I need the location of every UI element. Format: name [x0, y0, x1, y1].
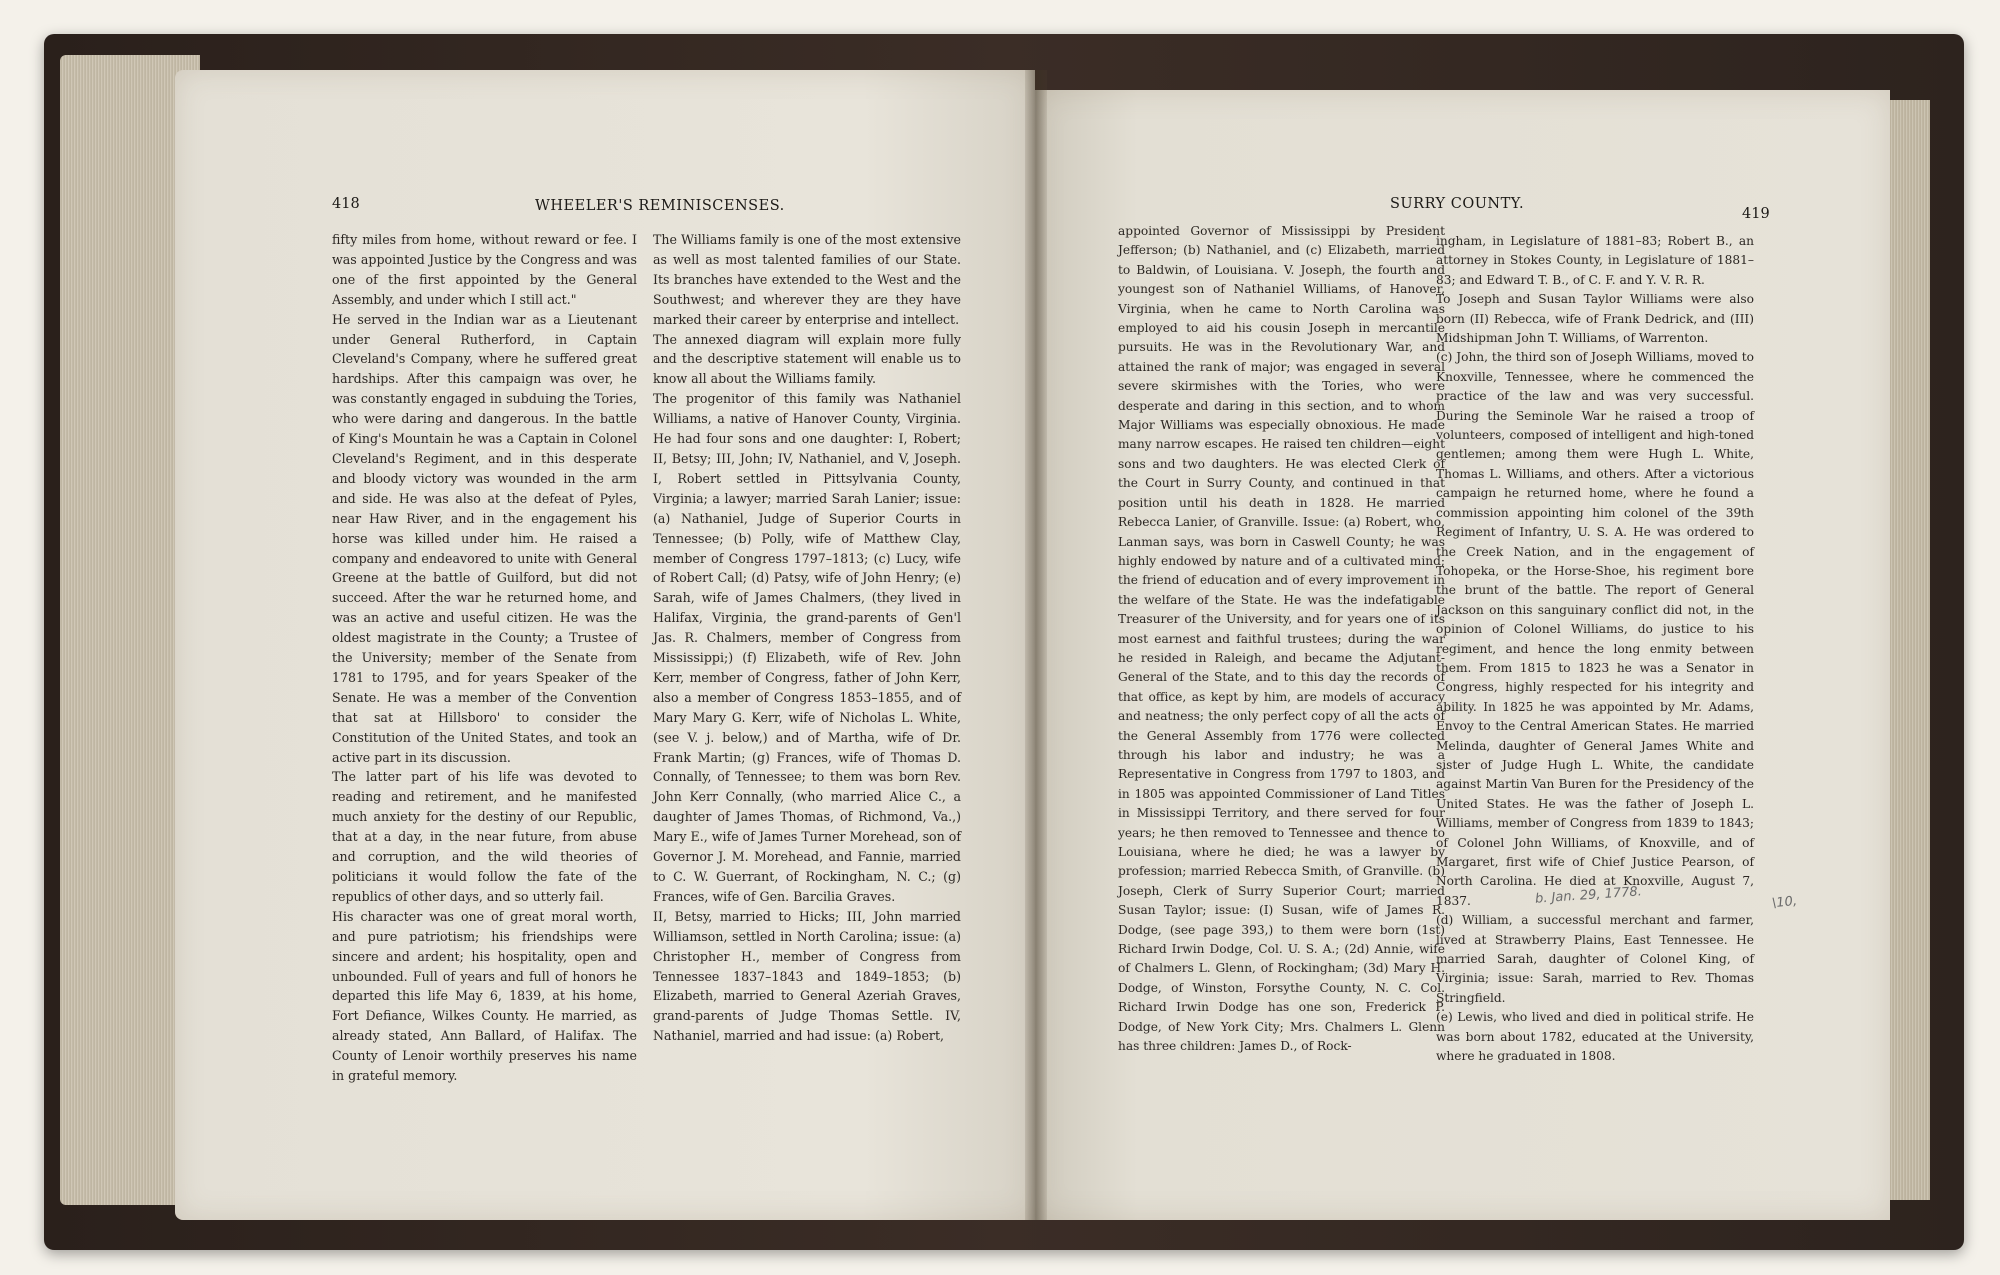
left-page-column-2: The Williams family is one of the most extensive as well as most talented families of our State. Its branches have extended to the West and the Southwest; and wherever they are they have marked their career by enterprise and intellect. The annexed diagram will explain more fully and the descriptive statement will enable us to know all about the Williams family. The progenitor of this family was Nathaniel Williams, a native of Hanover County, Virginia. He had four sons and one daughter: I, Robert; II, Betsy; III, John; IV, Nathaniel, and V, Joseph. I, Robert settled in Pittsylvania County, Virginia; a lawyer; married Sarah Lanier; issue: (a) Nathaniel, Judge of Superior Courts in Tennessee; (b) Polly, wife of Matthew Clay, member of Congress 1797–1813; (c) Lucy, wife of Robert Call; (d) Patsy, wife of John Henry; (e) Sarah, wife of James Chalmers, (they lived in Halifax, Virginia, the grand-parents of Gen'l Jas. R. Chalmers, member of Congress from Mississippi;) (f) Elizabeth, wife of Rev. John Kerr, member of Congress, father of John Kerr, also a member of Congress 1853–1855, and of Mary Mary G. Kerr, wife of Nicholas L. White, (see V. j. below,) and of Martha, wife of Dr. Frank Martin; (g) Frances, wife of Thomas D. Connally, of Tennessee; to them was born Rev. John Kerr Connally, (who married Alice C., a daughter of James Thomas, of Richmond, Va.,) Mary E., wife of James Turner Morehead, son of Governor J. M. Morehead, and Fannie, married to C. W. Guerrant, of Rockingham, N. C.; (g) Frances, wife of Gen. Barcilia Graves. II, Betsy, married to Hicks; III, John married Williamson, settled in North Carolina; issue: (a) Christopher H., member of Congress from Tennessee 1837–1843 and 1849–1853; (b) Elizabeth, married to General Azeriah Graves, grand-parents of Judge Thomas Settle. IV, Nathaniel, married and had issue: (a) Robert,: [653, 232, 961, 1044]
handwritten-birth-date-note: b. Jan. 29, 1778.: [1534, 884, 1643, 907]
book-gutter: [1025, 70, 1047, 1220]
right-running-head: SURRY COUNTY.: [1390, 196, 1525, 212]
right-page-column-1: appointed Governor of Mississippi by President Jefferson; (b) Nathaniel, and (c) Elizabeth, married to Baldwin, of Louisiana. V. Joseph, the fourth and youngest son of Nathaniel Williams, of Hanover, Virginia, when he came to North Carolina was employed to aid his cousin Joseph in mercantile pursuits. He was in the Revolutionary War, and attained the rank of major; was engaged in several severe skirmishes with the Tories, who were desperate and daring in this section, and to whom Major Williams was especially obnoxious. He made many narrow escapes. He raised ten children—eight sons and two daughters. He was elected Clerk of the Court in Surry County, and continued in that position until his death in 1828. He married Rebecca Lanier, of Granville. Issue: (a) Robert, who, Lanman says, was born in Caswell County; he was highly endowed by nature and of a cultivated mind; the friend of education and of every improvement in the welfare of the State. He was the indefatigable Treasurer of the University, and for years one of its most earnest and faithful trustees; during the war he resided in Raleigh, and became the Adjutant-General of the State, and to this day the records of that office, as kept by him, are models of accuracy and neatness; the only perfect copy of all the acts of the General Assembly from 1776 were collected through his labor and industry; he was a Representative in Congress from 1797 to 1803, and in 1805 was appointed Commissioner of Land Titles in Mississippi Territory, and there served for four years; he then removed to Tennessee and thence to Louisiana, where he died; he was a lawyer by profession; married Rebecca Smith, of Granville. (b) Joseph, Clerk of Surry Superior Court; married Susan Taylor; issue: (I) Susan, wife of James R. Dodge, (see page 393,) to them were born (1st) Richard Irwin Dodge, Col. U. S. A.; (2d) Annie, wife of Chalmers L. Glenn, of Rockingham; (3d) Mary H. Dodge, of Winston, Forsythe County, N. C. Col. Richard Irwin Dodge has one son, Frederick P. Dodge, of New York City; Mrs. Chalmers L. Glenn has three children: James D., of Rock-: [1118, 224, 1445, 1054]
right-page-column-2: ingham, in Legislature of 1881–83; Robert B., an attorney in Stokes County, in Legislature of 1881–83; and Edward T. B., of C. F. and Y. V. R. R. To Joseph and Susan Taylor Williams were also born (II) Rebecca, wife of Frank Dedrick, and (III) Midshipman John T. Williams, of Warrenton. (c) John, the third son of Joseph Williams, moved to Knoxville, Tennessee, where he commenced the practice of the law and was very successful. During the Seminole War he raised a troop of volunteers, composed of intelligent and high-toned gentlemen; among them were Hugh L. White, Thomas L. Williams, and others. After a victorious campaign he returned home, where he found a commission appointing him colonel of the 39th Regiment of Infantry, U. S. A. He was ordered to the Creek Nation, and in the engagement of Tohopeka, or the Horse-Shoe, his regiment bore the brunt of the battle. The report of General Jackson on this sanguinary conflict did not, in the opinion of Colonel Williams, do justice to his regiment, and hence the long enmity between them. From 1815 to 1823 he was a Senator in Congress, highly respected for his integrity and ability. In 1825 he was appointed by Mr. Adams, Envoy to the Central American States. He married Melinda, daughter of General James White and sister of Judge Hugh L. White, the candidate against Martin Van Buren for the Presidency of the United States. He was the father of Joseph L. Williams, member of Congress from 1839 to 1843; of Colonel John Williams, of Knoxville, and of Margaret, first wife of Chief Justice Pearson, of North Carolina. He died at Knoxville, August 7, 1837. (d) William, a successful merchant and farmer, lived at Strawberry Plains, East Tennessee. He married Sarah, daughter of Colonel King, of Virginia; issue: Sarah, married to Rev. Thomas Stringfield. (e) Lewis, who lived and died in political strife. He was born about 1782, educated at the University, where he graduated in 1808.: [1436, 234, 1754, 1064]
right-page-number: 419: [1742, 206, 1770, 222]
left-page-column-1: fifty miles from home, without reward or fee. I was appointed Justice by the Congress and was one of the first appointed by the General Assembly, and under which I still act." He served in the Indian war as a Lieutenant under General Rutherford, in Captain Cleveland's Company, where he suffered great hardships. After this campaign was over, he was constantly engaged in subduing the Tories, who were daring and dangerous. In the battle of King's Mountain he was a Captain in Colonel Cleveland's Regiment, and in this desperate and bloody victory was wounded in the arm and side. He was also at the defeat of Pyles, near Haw River, and in the engagement his horse was killed under him. He raised a company and endeavored to unite with General Greene at the battle of Guilford, but did not succeed. After the war he returned home, and was an active and useful citizen. He was the oldest magistrate in the County; a Trustee of the University; member of the Senate from 1781 to 1795, and for years Speaker of the Senate. He was a member of the Convention that sat at Hillsboro' to consider the Constitution of the United States, and took an active part in its discussion. The latter part of his life was devoted to reading and retirement, and he manifested much anxiety for the destiny of our Republic, that at a day, in the near future, from abuse and corruption, and the wild theories of politicians it would follow the fate of the republics of other days, and so utterly fail. His character was one of great moral worth, and pure patriotism; his friendships were sincere and ardent; his hospitality, open and unbounded. Full of years and full of honors he departed this life May 6, 1839, at his home, Fort Defiance, Wilkes County. He married, as already stated, Ann Ballard, of Halifax. The County of Lenoir worthily preserves his name in grateful memory.: [332, 232, 637, 1084]
left-running-head: WHEELER'S REMINISCENSES.: [535, 198, 785, 214]
left-page-number: 418: [332, 196, 360, 212]
margin-pencil-note: \10,: [1771, 893, 1798, 912]
